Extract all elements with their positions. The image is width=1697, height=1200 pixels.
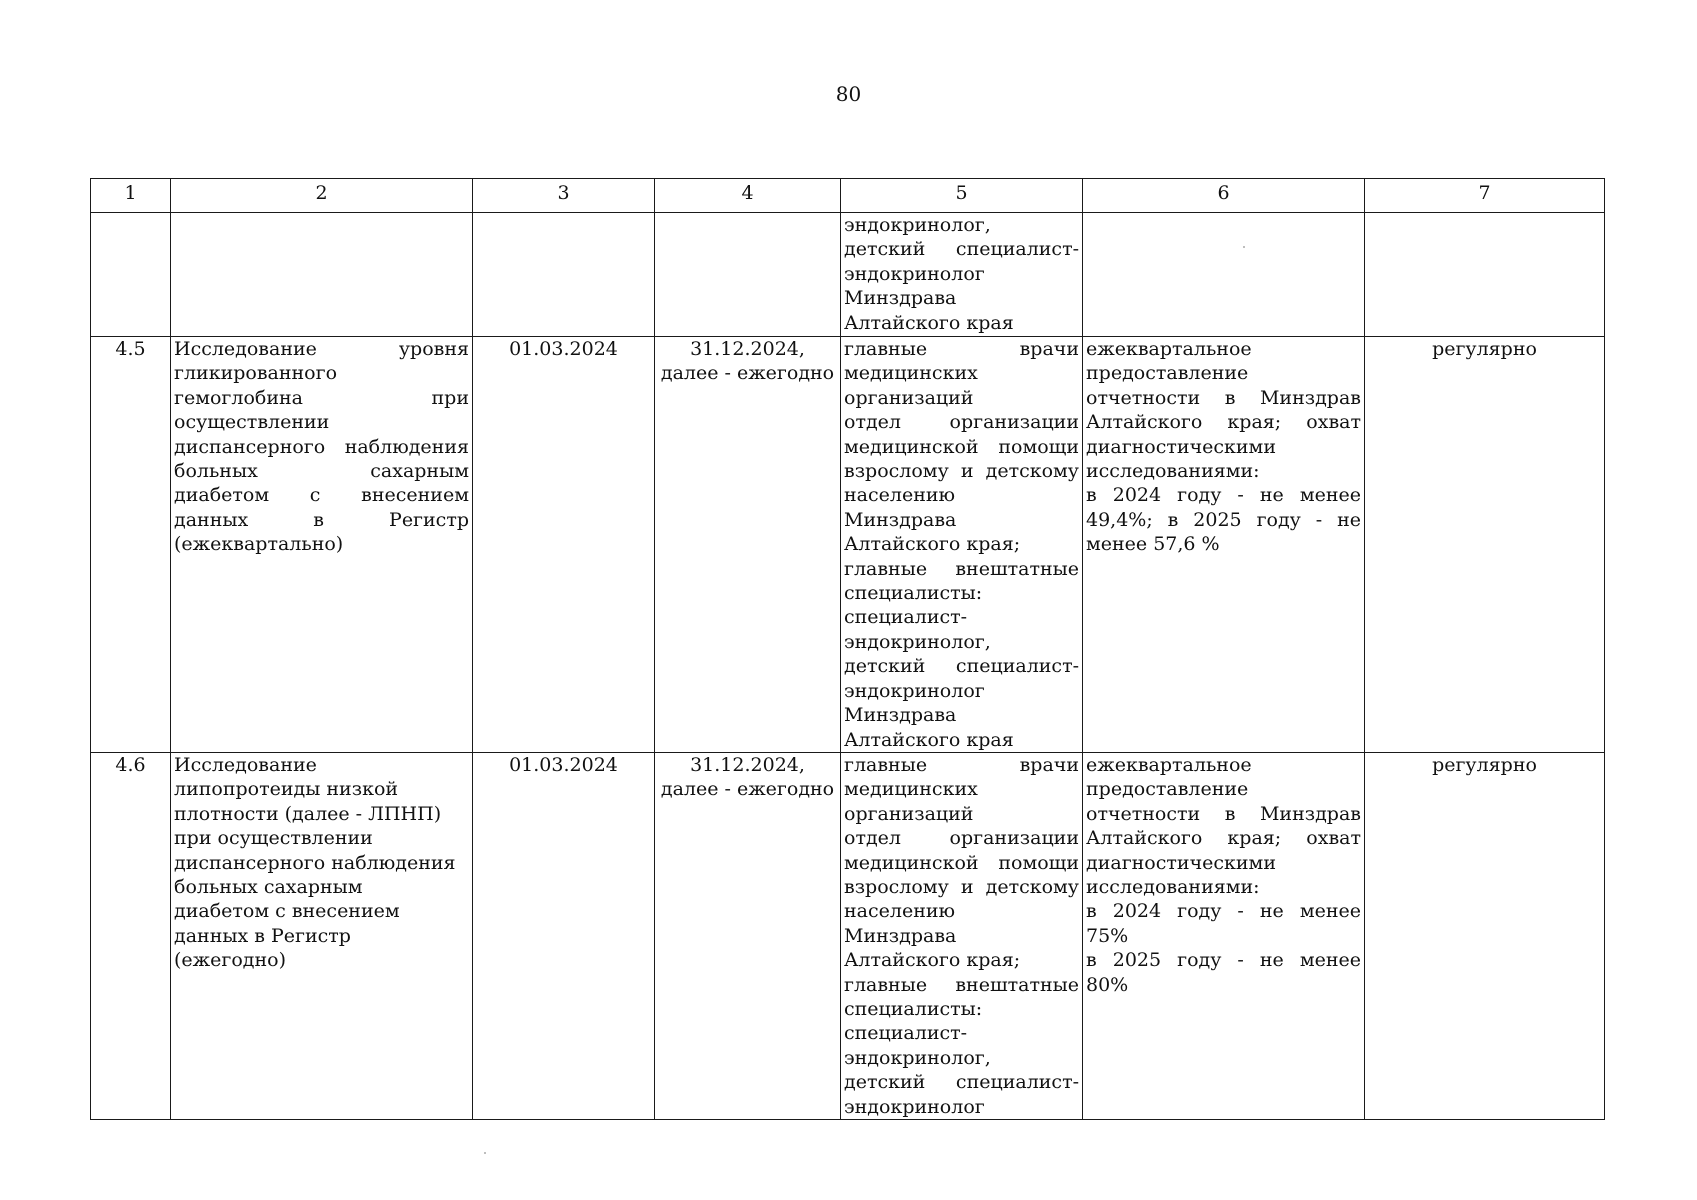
responsible-cell [841, 752, 1083, 1119]
empty-cell [91, 213, 171, 337]
text-line: Минздрава [844, 287, 957, 310]
responsible-cell [841, 213, 1083, 337]
result-cell: регулярно [1365, 752, 1605, 1119]
text-line: эндокринолог, [844, 214, 991, 236]
text-line: 75% [1086, 924, 1129, 947]
text-line: Минздрава [844, 508, 957, 531]
start-date: 01.03.2024 [473, 752, 655, 1119]
text-line: Алтайского края; охват [1086, 411, 1361, 434]
empty-cell [171, 213, 473, 337]
text-line: населению [844, 900, 956, 923]
page-number: 80 [835, 82, 862, 106]
table-row [91, 337, 1605, 753]
measure-title-cell [171, 752, 473, 1119]
end-date-cell [655, 337, 841, 753]
text-line: далее - ежегодно [660, 362, 835, 385]
text-line: в 2024 году - не менее [1086, 484, 1361, 507]
text-line: детский специалист- [844, 1071, 1079, 1094]
text-line: менее 57,6 % [1086, 533, 1220, 556]
text-line: взрослому и детскому [844, 875, 1079, 898]
text-line: детский специалист- [844, 238, 1079, 261]
text-line: специалисты: [844, 997, 983, 1020]
text-line: 80% [1086, 973, 1129, 996]
scan-speck [484, 1152, 486, 1154]
text-line: Исследование уровня [174, 338, 469, 360]
text-line: 49,4%; в 2025 году - не [1086, 508, 1361, 531]
text-line: ежеквартальное [1086, 753, 1252, 776]
text-line: в 2024 году - не менее [1086, 900, 1361, 923]
column-header: 6 [1083, 179, 1365, 213]
text-line: исследованиями: [1086, 875, 1260, 898]
text-line: далее - ежегодно [660, 778, 835, 801]
text-line: диабетом с внесением [174, 900, 400, 923]
text-line: специалист- [844, 1022, 968, 1045]
text-line: ежеквартальное [1086, 338, 1252, 360]
column-header: 5 [841, 179, 1083, 213]
text-line: Минздрава [844, 924, 957, 947]
text-line: главные врачи [844, 753, 1079, 776]
text-line: диагностическими [1086, 851, 1276, 874]
text-line: Минздрава [844, 704, 957, 727]
text-line: главные внештатные [844, 973, 1079, 996]
text-line: диспансерного наблюдения [174, 851, 456, 874]
text-line: данных в Регистр [174, 508, 469, 531]
text-line: медицинской помощи [844, 851, 1079, 874]
text-line: медицинской помощи [844, 435, 1079, 458]
text-line: специалист- [844, 606, 968, 629]
column-header: 4 [655, 179, 841, 213]
text-line: 31.12.2024, [690, 338, 805, 360]
text-line: осуществлении [174, 411, 330, 434]
text-line: эндокринолог [844, 1095, 985, 1118]
text-line: эндокринолог, [844, 1046, 991, 1069]
text-line: главные внештатные [844, 557, 1079, 580]
text-line: данных в Регистр [174, 924, 351, 947]
text-line: организаций [844, 802, 974, 825]
indicator-cell [1083, 752, 1365, 1119]
text-line: организаций [844, 386, 974, 409]
start-date: 01.03.2024 [473, 337, 655, 753]
table-header-row [91, 179, 1605, 213]
text-line: гликированного [174, 362, 338, 385]
row-number: 4.6 [91, 752, 171, 1119]
text-line: Алтайского края [844, 311, 1014, 334]
empty-cell [655, 213, 841, 337]
text-line: гемоглобина при [174, 386, 469, 409]
text-line: отчетности в Минздрав [1086, 802, 1361, 825]
text-line: (ежегодно) [174, 949, 286, 972]
text-line: Алтайского края [844, 728, 1014, 751]
text-line: отдел организации [844, 411, 1079, 434]
text-line: эндокринолог [844, 679, 985, 702]
text-line: Алтайского края; охват [1086, 827, 1361, 850]
text-line: Исследование [174, 753, 317, 776]
text-line: главные врачи [844, 338, 1079, 360]
text-line: медицинских [844, 778, 978, 801]
text-line: Алтайского края; [844, 533, 1021, 556]
column-header: 1 [91, 179, 171, 213]
text-line: предоставление [1086, 778, 1249, 801]
text-line: предоставление [1086, 362, 1249, 385]
empty-cell [473, 213, 655, 337]
text-line: специалисты: [844, 582, 983, 605]
text-line: отчетности в Минздрав [1086, 386, 1361, 409]
text-line: больных сахарным [174, 460, 469, 483]
text-line: диспансерного наблюдения [174, 435, 469, 458]
column-header: 2 [171, 179, 473, 213]
text-line: диагностическими [1086, 435, 1276, 458]
text-line: эндокринолог, [844, 630, 991, 653]
measures-table [90, 178, 1605, 1120]
text-line: липопротеиды низкой [174, 778, 399, 801]
text-line: отдел организации [844, 827, 1079, 850]
responsible-cell [841, 337, 1083, 753]
text-line: исследованиями: [1086, 460, 1260, 483]
row-number: 4.5 [91, 337, 171, 753]
column-header: 3 [473, 179, 655, 213]
text-line: населению [844, 484, 956, 507]
text-line: эндокринолог [844, 262, 985, 285]
text-line: 31.12.2024, [690, 753, 805, 776]
column-header: 7 [1365, 179, 1605, 213]
empty-cell [1083, 213, 1365, 337]
indicator-cell [1083, 337, 1365, 753]
text-line: медицинских [844, 362, 978, 385]
text-line: (ежеквартально) [174, 533, 344, 556]
text-line: в 2025 году - не менее [1086, 949, 1361, 972]
text-line: при осуществлении [174, 827, 373, 850]
end-date-cell [655, 752, 841, 1119]
text-line: Алтайского края; [844, 949, 1021, 972]
measure-title-cell [171, 337, 473, 753]
empty-cell [1365, 213, 1605, 337]
text-line: детский специалист- [844, 655, 1079, 678]
text-line: взрослому и детскому [844, 460, 1079, 483]
continuation-row [91, 213, 1605, 337]
table-row [91, 752, 1605, 1119]
text-line: диабетом с внесением [174, 484, 469, 507]
result-cell: регулярно [1365, 337, 1605, 753]
scan-speck [1243, 246, 1245, 248]
text-line: больных сахарным [174, 875, 363, 898]
text-line: плотности (далее - ЛПНП) [174, 802, 442, 825]
